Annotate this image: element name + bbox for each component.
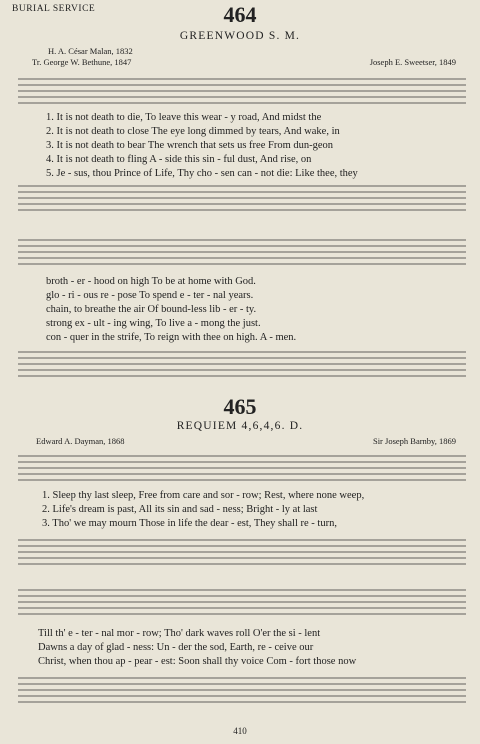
hymn-number-464: 464 (223, 2, 257, 27)
music-staff (18, 588, 466, 610)
tune-name-465: REQUIEM 4,6,4,6. D. (176, 420, 304, 432)
lyric-line: strong ex - ult - ing wing, To live a - mong the just. (46, 318, 261, 329)
lyric-line: 1. It is not death to die, To leave this wear - y road, And midst the (46, 112, 322, 123)
lyric-line: 3. It is not death to bear The wrench that sets us free From dun-geon (46, 140, 334, 151)
page-number: 410 (233, 726, 247, 736)
lyric-line: glo - ri - ous re - pose To spend e - ter - nal years. (46, 290, 254, 301)
hymn-number-465: 465 (223, 394, 257, 419)
lyric-line: 4. It is not death to fling A - side this sin - ful dust, And rise, on (46, 154, 312, 165)
translator-credit-464: Tr. George W. Bethune, 1847 (32, 57, 132, 67)
music-staff (18, 538, 466, 560)
lyric-line: broth - er - hood on high To be at home with God. (46, 276, 256, 287)
author-credit-464: H. A. César Malan, 1832 (48, 46, 133, 56)
section-header: BURIAL SERVICE (12, 4, 96, 14)
lyric-line: 2. Life's dream is past, All its sin and sad - ness; Bright - ly at last (42, 504, 318, 515)
composer-credit-465: Sir Joseph Barnby, 1869 (372, 436, 456, 446)
lyric-line: 2. It is not death to close The eye long dimmed by tears, And wake, in (46, 126, 340, 137)
lyric-line: 1. Sleep thy last sleep, Free from care and sor - row; Rest, where none weep, (42, 490, 365, 501)
music-staff (18, 454, 466, 476)
lyric-line: 3. Tho' we may mourn Those in life the dear - est, They shall re - turn, (42, 518, 337, 529)
lyric-line: Dawns a day of glad - ness: Un - der the sod, Earth, re - ceive our (38, 642, 314, 653)
music-staff (18, 77, 466, 99)
lyric-line: Christ, when thou ap - pear - est: Soon shall thy voice Com - fort those now (38, 656, 357, 667)
music-staff (18, 676, 466, 698)
lyric-line: chain, to breathe the air Of bound-less lib - er - ty. (46, 304, 257, 315)
lyric-line: Till th' e - ter - nal mor - row; Tho' dark waves roll O'er the si - lent (38, 628, 321, 639)
author-credit-465: Edward A. Dayman, 1868 (36, 436, 125, 446)
music-staff (18, 350, 466, 372)
tune-name-464: GREENWOOD S. M. (179, 30, 301, 42)
composer-credit-464: Joseph E. Sweetser, 1849 (369, 57, 456, 67)
music-staff (18, 238, 466, 260)
lyric-line: con - quer in the strife, To reign with thee on high. A - men. (46, 332, 297, 343)
music-staff (18, 184, 466, 206)
lyric-line: 5. Je - sus, thou Prince of Life, Thy cho - sen can - not die: Like thee, they (46, 168, 358, 179)
